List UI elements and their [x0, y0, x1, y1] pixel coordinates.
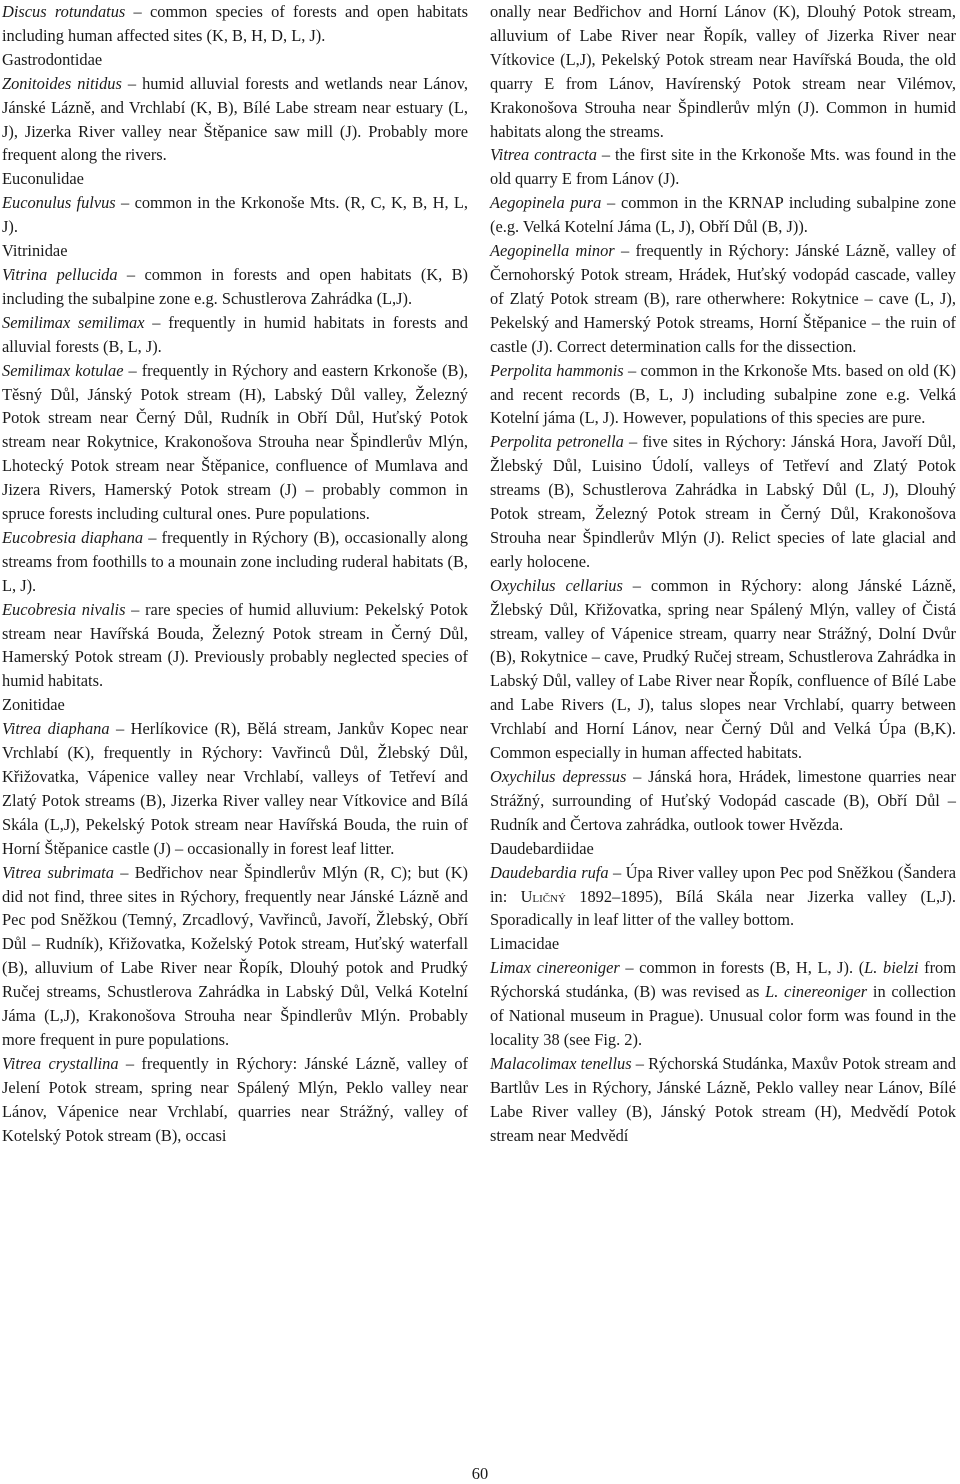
- species-description: – common in forests (B, H, L, J). (: [619, 958, 865, 978]
- species-entry: [490, 956, 956, 1052]
- species-name: Perpolita petronella: [490, 432, 624, 452]
- species-name: Vitrina pellucida: [2, 264, 118, 284]
- species-entry: [490, 143, 956, 191]
- species-name: L. bielzi: [864, 958, 919, 978]
- species-entry: [2, 0, 468, 48]
- species-description: in collection of National museum in Prague). Unusual color form was found in the locality 38 (see Fig. 2).: [490, 982, 957, 1049]
- species-name: Vitrea contracta: [490, 145, 597, 165]
- species-entry-continuation: onally near Bedřichov and Horní Lánov (K), Dlouhý Potok stream, alluvium of Labe River near Řopík, valley of Jizerka River near Vítkovice (L,J), Pekelský Potok stream near Havířská Bouda, the old quarry E from Lánov, Havírenský Potok stream near Vilémov, Krakonošova Strouha near Špindlerův mlýn (J). Common in humid habitats along the streams.: [490, 2, 956, 141]
- species-name: Vitrea subrimata: [2, 862, 114, 882]
- species-description: – frequently in Rýchory and eastern Krkonoše (B), Těsný Důl, Jánský Potok stream (H), Labský Důl valley, Železný Potok stream near Černý Důl, Rudník in Obří Důl, Huťský Potok stream near Rokytnice, Krakonošova Strouha near Špindlerův Mlýn, Lhotecký Potok stream near Štěpanice, confluence of Mumlava and Jizera Rivers, Hamerský Potok stream (J) – probably common in spruce forests including cultural ones. Pure populations.: [2, 360, 469, 524]
- species-description: from Rýchorská studánka, (B) was revised as: [490, 958, 956, 1002]
- citation-author: Uličný: [520, 886, 567, 906]
- species-description: – common in forests and open habitats (K, B) including the subalpine zone e.g. Schustlerova Zahrádka (L,J).: [2, 264, 468, 308]
- species-name: Daudebardia rufa: [490, 862, 609, 882]
- species-description: – five sites in Rýchory: Jánská Hora, Javoří Důl, Žlebský Důl, Luisino Údolí, valleys of Tetřeví and Zlatý Potok streams (B), Schustlerova Zahrádka in Labský Důl (L, J), Dlouhý Potok stream, Železný Potok stream in Černý Důl, Krakonošova Strouha near Špindlerův Mlýn (J). Relict species of late glacial and early holocene.: [490, 432, 956, 571]
- page-number: 60: [471, 1464, 489, 1483]
- species-entry: [2, 1052, 468, 1148]
- species-description: – common in the Krkonoše Mts. based on old (K) and recent records (B, L, J) including subalpine zone e.g. Velká Kotelní jáma (L, J). However, populations of this species are pure.: [490, 360, 957, 428]
- species-entry: [490, 191, 956, 239]
- species-name: Eucobresia nivalis: [2, 599, 126, 619]
- species-description: – Rýchorská Studánka, Maxův Potok stream and Bartlův Les in Rýchory, Jánské Lázně, Peklo valley near Lánov, Bílé Labe River valley (B), Jánský Potok stream (H), Medvědí Potok stream near Medvědí: [490, 1053, 957, 1145]
- species-name: Perpolita hammonis: [490, 360, 624, 380]
- species-entry: [2, 861, 468, 1052]
- species-description: – common in the Krkonoše Mts. (R, C, K, B, H, L, J).: [2, 193, 468, 237]
- family-heading: Zonitidae: [2, 695, 65, 715]
- species-description: – frequently in Rýchory: Jánské Lázně, valley of Černohorský Potok stream, Hrádek, Huťský vodopád cascade, valley of Zlatý Potok stream (B), rare otherwhere: Rokytnice – cave (L, J), Pekelský and Hamerský Potok streams, Horní Štěpanice – the ruin of castle (J). Correct determination calls for the dissection.: [490, 241, 956, 356]
- species-entry: [490, 430, 956, 573]
- species-name: Aegopinella minor: [490, 241, 615, 261]
- species-description: – Bedřichov near Špindlerův Mlýn (R, C); but (K) did not find, three sites in Rýchory, frequently near Jánské Lázně and Pec pod Sněžkou (Temný, Zrcadlový, Vavřinců, Javoří, Žlebský, Obří Důl – Rudník), Křižovatka, Koželský Potok stream, Huťský waterfall (B), alluvium of Labe River near Řopík, Dlouhý potok and Prudký Ručej streams, Schustlerova Zahrádka in Labský Důl, Velká Kotelní Jáma (L,J), Krakonošova Strouha near Špindlerův Mlýn. Probably more frequent in pure populations.: [2, 862, 468, 1049]
- family-heading: Limacidae: [490, 934, 560, 954]
- family-heading: Euconulidae: [2, 169, 84, 189]
- species-entry: [490, 1052, 956, 1148]
- species-description: – frequently in humid habitats in forests and alluvial forests (B, L, J).: [2, 312, 468, 356]
- species-description: – frequently in Rýchory: Jánské Lázně, valley of Jelení Potok stream, spring near Spálený Mlýn, Peklo valley near Lánov, Vápenice near Vrchlabí, quarries near Strážný, valley of Kotelský Potok stream (B), occasi: [2, 1053, 468, 1145]
- family-heading: Vitrinidae: [2, 241, 68, 261]
- species-name: Oxychilus cellarius: [490, 575, 623, 595]
- family-heading: Gastrodontidae: [2, 49, 103, 69]
- species-description: – humid alluvial forests and wetlands near Lánov, Jánské Lázně, and Vrchlabí (K, B), Bílé Labe stream near estuary (L, J), Jizerka River valley near Štěpanice saw mill (J). Probably more frequent along the rivers.: [2, 73, 468, 165]
- species-entry: [490, 239, 956, 359]
- species-entry: [2, 717, 468, 860]
- species-name: Aegopinela pura: [490, 193, 602, 213]
- species-name: Semilimax semilimax: [2, 312, 145, 332]
- species-description: – rare species of humid alluvium: Pekelský Potok stream near Havířská Bouda, Železný Potok stream in Černý Důl, Hamerský Potok stream (J). Previously probably neglected species of humid habitats.: [2, 599, 468, 691]
- species-name: Zonitoides nitidus: [2, 73, 122, 93]
- right-column: [490, 0, 956, 1148]
- species-name: Malacolimax tenellus: [490, 1053, 632, 1073]
- species-name: L. cinereoniger: [765, 982, 868, 1002]
- species-name: Discus rotundatus: [2, 2, 126, 21]
- species-description: – Jánská hora, Hrádek, limestone quarries near Strážný, surrounding of Huťský Vodopád cascade (B), Obří Důl – Rudník and Čertova zahrádka, outlook tower Hvězda.: [490, 767, 957, 834]
- family-heading: Daudebardiidae: [490, 838, 594, 858]
- species-entry: [2, 72, 468, 168]
- species-description: – common species of forests and open habitats including human affected sites (K, B, H, D, L, J).: [2, 2, 468, 45]
- species-entry: [2, 311, 468, 359]
- species-entry: [490, 861, 956, 933]
- species-name: Limax cinereoniger: [490, 958, 620, 978]
- species-entry: [2, 598, 468, 694]
- species-description: – Herlíkovice (R), Bělá stream, Jankův Kopec near Vrchlabí (K), frequently in Rýchory: Vavřinců Důl, Žlebský Důl, Křižovatka, Vápenice valley near Vrchlabí, valleys of Tetřeví and Zlatý Potok streams (B), Jizerka River valley near Vítkovice and Bílá Skála (L,J), Pekelský Potok stream near Havířská Bouda, the ruin of Horní Štěpanice castle (J) – occasionally in forest leaf litter.: [2, 719, 468, 858]
- species-entry: [2, 526, 468, 598]
- species-entry: [490, 765, 956, 837]
- left-column: [2, 0, 468, 1148]
- species-entry: [2, 263, 468, 311]
- species-description: – Úpa River valley upon Pec pod Sněžkou (Šandera in:: [490, 862, 956, 906]
- species-description: – common in Rýchory: along Jánské Lázně, Žlebský Důl, Křižovatka, spring near Spálený Mlýn, valley of Čistá stream, valley of Vápenice stream, quarry near Strážný, Dolní Dvůr (B), Rokytnice – cave, Prudký Ručej stream, Schustlerova Zahrádka in Labský Důl, valley of Labe River near Řopík, confluence of Bílé Labe and Labe Rivers (L, J), talus slopes near Vrchlabí, quarry between Vrchlabí and Horní Lánov, near Černý Důl and Velká Úpa (B,K). Common especially in human affected habitats.: [490, 575, 956, 763]
- species-name: Semilimax kotulae: [2, 360, 124, 380]
- species-description: 1892–1895), Bílá Skála near Jizerka valley (L,J). Sporadically in leaf litter of the valley bottom.: [490, 886, 956, 930]
- species-entry: [490, 574, 956, 765]
- species-name: Oxychilus depressus: [490, 767, 627, 786]
- species-name: Eucobresia diaphana: [2, 527, 144, 547]
- species-entry: [2, 359, 468, 526]
- species-description: – the first site in the Krkonoše Mts. was found in the old quarry E from Lánov (J).: [490, 145, 956, 189]
- species-entry: [2, 191, 468, 239]
- species-description: – frequently in Rýchory (B), occasionally along streams from foothills to a mounain zone including ruderal habitats (B, L, J).: [2, 527, 468, 595]
- species-name: Vitrea diaphana: [2, 719, 110, 739]
- species-name: Vitrea crystallina: [2, 1053, 119, 1073]
- species-name: Euconulus fulvus: [2, 193, 116, 213]
- species-description: – common in the KRNAP including subalpine zone (e.g. Velká Kotelní Jáma (L, J), Obří Důl (B, J)).: [490, 193, 956, 237]
- species-entry: [490, 359, 956, 431]
